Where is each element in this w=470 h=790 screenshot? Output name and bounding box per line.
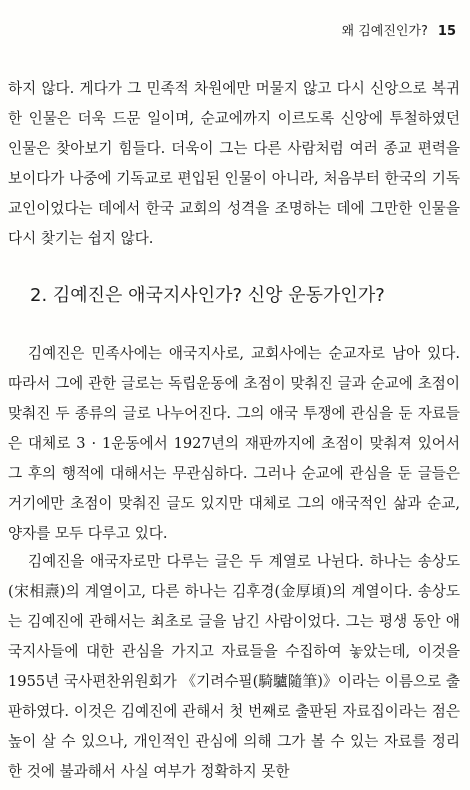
running-title: 왜 김예진인가? (341, 24, 428, 39)
section-heading: 2. 김예진은 애국지사인가? 신앙 운동가인가? (30, 285, 385, 306)
page-number: 15 (437, 24, 456, 39)
body-paragraph-1: 하지 않다. 게다가 그 민족적 차원에만 머물지 않고 다시 신앙으로 복귀한 인물은 더욱 드문 일이며, 순교에까지 이르도록 신앙에 투철하였던 인물은 찾아보기 힘들다. 더욱이 그는 다른 사람처럼 여러 종교 편력을 보이다가 나중에 기독교로 편입된 인물이 아니라, 처음부터 한국의 기독교인이었다는 데에서 한국 교회의 성격을 조명하는 데에 그만한 인물을 다시 찾기는 쉽지 않다. (8, 80, 460, 247)
body-paragraph-2: 김예진은 민족사에는 애국지사로, 교회사에는 순교자로 남아 있다. 따라서 그에 관한 글로는 독립운동에 초점이 맞춰진 글과 순교에 초점이 맞춰진 두 종류의 글로 나누어진다. 그의 애국 투쟁에 관심을 둔 자료들은 대체로 3 · 1운동에서 1927년의 재판까지에 초점이 맞춰져 있어서 그 후의 행적에 대해서는 무관심하다. 그러나 순교에 관심을 둔 글들은 거기에만 초점이 맞춰진 글도 있지만 대체로 그의 애국적인 삶과 순교, 양자를 모두 다루고 있다. (8, 345, 460, 542)
running-header (342, 20, 456, 39)
body-paragraph-3: 김예진을 애국자로만 다루는 글은 두 계열로 나뉜다. 하나는 송상도(宋相燾)의 계열이고, 다른 하나는 김후경(金厚頃)의 계열이다. 송상도는 김예진에 관해서는 최초로 글을 남긴 사람이었다. 그는 평생 동안 애국지사들에 대한 관심을 가지고 자료들을 수집하여 놓았는데, 이것을 1955년 국사편찬위원회가 《기려수필(騎驢隨筆)》이라는 이름으로 출판하였다. 이것은 김예진에 관해서 첫 번째로 출판된 자료집이라는 점은 높이 살 수 있으나, 개인적인 관심에 의해 그가 볼 수 있는 자료를 정리한 것에 불과해서 사실 여부가 정확하지 못한 (8, 553, 460, 780)
